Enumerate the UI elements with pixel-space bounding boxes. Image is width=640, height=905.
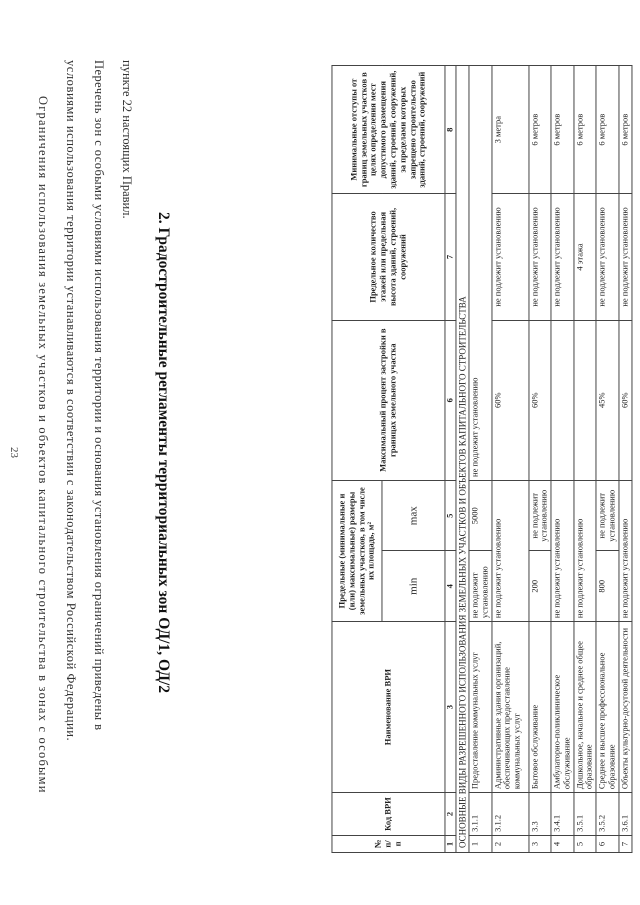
cell-min: не подлежит установлению (469, 551, 492, 622)
col-index: 6 (445, 320, 456, 480)
cell-name: Дошкольное, начальное и среднее общее образование (574, 622, 597, 793)
header-code: Код ВРИ (332, 793, 445, 836)
cell-code: 3.1.2 (492, 793, 529, 836)
cell-pct (551, 320, 574, 480)
table-row (596, 66, 619, 853)
column-index-row (445, 66, 456, 853)
col-index: 4 (445, 551, 456, 622)
cell-max: 5000 (469, 480, 492, 551)
header-area-group: Предельные (минимальные и (или) максимальные) размеры земельных участков, в том числе их площадь, м² (332, 480, 382, 621)
table-row (551, 66, 574, 853)
section-row (456, 66, 469, 853)
cell-code: 3.5.1 (574, 793, 597, 836)
col-index: 2 (445, 793, 456, 836)
cell-floors: не подлежит установлению (619, 194, 632, 320)
cell-name: Амбулаторно-поликлиническое обслуживание (551, 622, 574, 793)
cell-min: не подлежит установлению (551, 480, 574, 621)
header-name: Наименование ВРИ (332, 622, 445, 793)
cell-name: Предоставление коммунальных услуг (469, 622, 492, 793)
cell-setback: 3 метра (492, 66, 529, 194)
header-num: № п/п (332, 835, 445, 852)
paragraph-line-1: Ограничения использования земельных участков и объектов капитального строительства в зонах с особыми (36, 96, 50, 794)
cell-max: не подлежит установлению (529, 480, 552, 551)
col-index: 1 (445, 835, 456, 852)
col-index: 5 (445, 480, 456, 551)
header-min: min (382, 551, 445, 622)
cell-name: Административные здания организаций, обеспечивающих предоставление коммунальных услуг (492, 622, 529, 793)
cell-setback: 6 метров (619, 66, 632, 194)
cell-floors: не подлежит установлению (492, 194, 529, 320)
cell-pct: не подлежит установлению (469, 66, 492, 481)
table-row (619, 66, 632, 853)
cell-num: 5 (574, 835, 597, 852)
page-number: 23 (8, 447, 20, 458)
header-pct: Максимальный процент застройки в границах земельного участка (332, 320, 445, 480)
cell-name: Объекты культурно-досуговой деятельности (619, 622, 632, 793)
cell-floors: не подлежит установлению (596, 194, 619, 320)
table-row (529, 66, 552, 853)
paragraph-line-2: условиями использования территории устанавливаются в соответствии с законодательством Российской Федерации. (64, 60, 78, 742)
cell-name: Среднее и высшее профессиональное образование (596, 622, 619, 793)
col-index: 8 (445, 66, 456, 194)
section-title: 2. Градостроительные регламенты территориальных зон ОД/1, ОД/2 (155, 212, 172, 693)
cell-min: не подлежит установлению (619, 480, 632, 621)
cell-pct: 60% (529, 320, 552, 480)
cell-setback: 6 метров (574, 66, 597, 194)
cell-pct: 60% (619, 320, 632, 480)
cell-pct: 45% (596, 320, 619, 480)
cell-pct: 60% (492, 320, 529, 480)
section-heading: ОСНОВНЫЕ ВИДЫ РАЗРЕШЕННОГО ИСПОЛЬЗОВАНИЯ ЗЕМЕЛЬНЫХ УЧАСТКОВ И ОБЪЕКТОВ КАПИТАЛЬНОГО СТРОИТЕЛЬСТВА (456, 66, 469, 853)
cell-floors: 4 этажа (574, 194, 597, 320)
cell-min: не подлежит установлению (574, 480, 597, 621)
cell-name: Бытовое обслуживание (529, 622, 552, 793)
cell-code: 3.1.1 (469, 793, 492, 836)
regulations-table (331, 65, 632, 853)
header-row-1 (332, 66, 382, 853)
col-index: 3 (445, 622, 456, 793)
header-max: max (382, 480, 445, 551)
cell-setback: 6 метров (596, 66, 619, 194)
cell-code: 3.6.1 (619, 793, 632, 836)
cell-floors: не подлежит установлению (551, 194, 574, 320)
cell-pct (574, 320, 597, 480)
cell-setback: 6 метров (551, 66, 574, 194)
cell-num: 1 (469, 835, 492, 852)
cell-num: 2 (492, 835, 529, 852)
cell-num: 3 (529, 835, 552, 852)
cell-code: 3.3 (529, 793, 552, 836)
table-row (469, 66, 492, 853)
cell-floors: не подлежит установлению (529, 194, 552, 320)
cell-code: 3.4.1 (551, 793, 574, 836)
header-floors: Предельное количество этажей или предельная высота зданий, строений, сооружений (332, 194, 445, 320)
cell-min: не подлежит установлению (492, 480, 529, 621)
cell-num: 6 (596, 835, 619, 852)
paragraph-line-4: пункте 22 настоящих Правил. (120, 60, 134, 219)
cell-max: не подлежит установлению (596, 480, 619, 551)
cell-min: 800 (596, 551, 619, 622)
cell-num: 4 (551, 835, 574, 852)
cell-setback: 6 метров (529, 66, 552, 194)
table-row (574, 66, 597, 853)
cell-num: 7 (619, 835, 632, 852)
col-index: 7 (445, 194, 456, 320)
header-setback: Минимальные отступы от границ земельных участков в целях определения мест допустимого размещения зданий, строений, сооружений, за пределами которых запрещено строительство зданий, строений, сооружений (332, 66, 445, 194)
cell-min: 200 (529, 551, 552, 622)
paragraph-line-3: Перечень зон с особыми условиями использования территории и основания установления ограничений приведены в (92, 60, 106, 731)
cell-code: 3.5.2 (596, 793, 619, 836)
table-row (492, 66, 529, 853)
